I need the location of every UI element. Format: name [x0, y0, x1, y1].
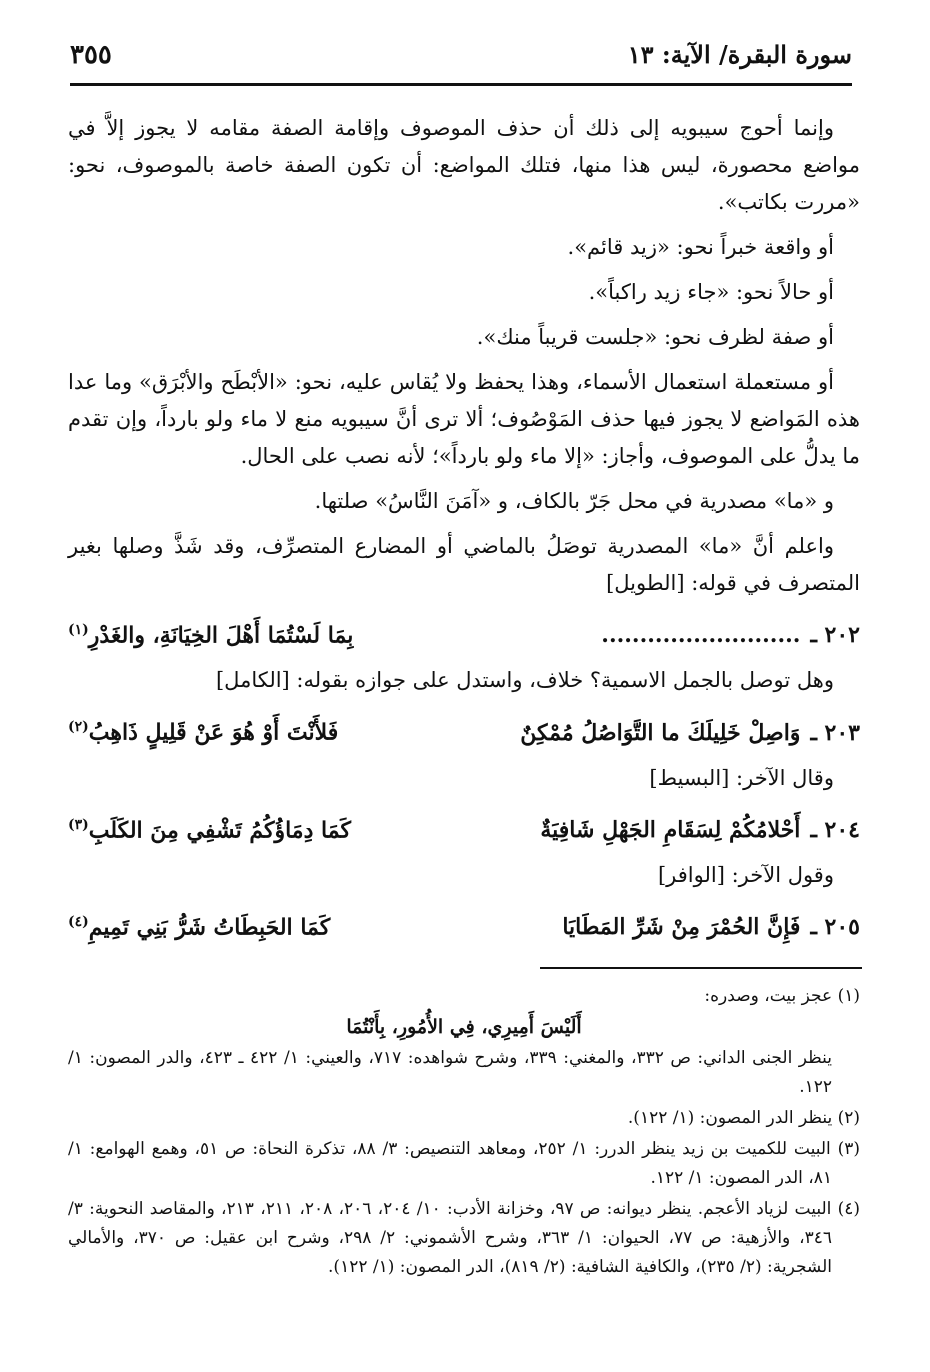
page-header	[70, 40, 852, 86]
footnote-marker: (٤)	[68, 913, 89, 930]
verse-first-hemistich: وَاصِلْ خَلِيلَكَ ما التَّوَاصُلُ مُمْكِنٌ	[520, 719, 801, 746]
verse-first-hemistich: أَحْلامُكُمْ لِسَقَامِ الجَهْلِ شَافِيَةٌ	[540, 816, 801, 843]
paragraph: وقال الآخر: [البسيط]	[649, 765, 834, 790]
verse-second-hemistich: بِمَا لَسْتُمَا أَهْلَ الخِيَانَةِ، والغَدْرِ	[88, 622, 354, 649]
footnote-4: (٤) البيت لزياد الأعجم. ينظر ديوانه: ص ٩٧، وخزانة الأدب: ١٠/ ٢٠٤، ٢٠٦، ٢٠٨، ٢١١، ٢١٣، والمقاصد النحوية: ٣/ ٣٤٦، والأزهية: ص ٧٧، الحيوان: ١/ ٣٦٣، وشرح الأشموني: ٢/ ٢٩٨، وشرح ابن عقيل: ص ٣٧٠، والأمالي الشجرية: (٢/ ٢٣٥)، والكافية الشافية: (٢/ ٨١٩)، الدر المصون: (١/ ١٢٢).	[68, 1199, 861, 1277]
paragraph: وقول الآخر: [الوافر]	[657, 862, 834, 887]
paragraph: واعلم أنَّ «ما» المصدرية توصَلُ بالماضي أو المضارع المتصرِّف، وقد شَذَّ وصلها بغير المتصرف في قوله: [الطويل]	[68, 534, 860, 595]
running-title: سورة البقرة/ الآية: ١٣	[627, 40, 852, 69]
footnote-1-verse: أَلَيْسَ أَمِيرِي، فِي الأُمُورِ، بِأَنْتُمَا	[346, 1016, 582, 1038]
verse-204	[68, 807, 860, 849]
verse-205	[68, 904, 860, 946]
verse-first-hemistich: فَإِنَّ الحُمْرَ مِنْ شَرِّ المَطَايَا	[562, 914, 801, 941]
footnote-rule	[540, 967, 862, 969]
verse-number: ٢٠٣ ـ	[810, 719, 860, 746]
paragraph: و «ما» مصدرية في محل جَرّ بالكاف، و «آمَنَ النَّاسُ» صلتها.	[314, 489, 834, 513]
verse-202	[68, 612, 860, 654]
verse-second-hemistich: فَلأَنْتَ أَوْ هُوَ عَنْ قَلِيلٍ ذَاهِبُ	[88, 719, 339, 746]
paragraph: وهل توصل بالجمل الاسمية؟ خلاف، واستدل على جوازه بقوله: [الكامل]	[215, 668, 834, 693]
paragraph: أو واقعة خبراً نحو: «زيد قائم».	[567, 235, 834, 259]
footnote-marker: (٢)	[68, 719, 89, 736]
paragraph: أو صفة لظرف نحو: «جلست قريباً منك».	[476, 325, 834, 349]
footnote-marker: (١)	[68, 622, 89, 638]
paragraph: وإنما أحوج سيبويه إلى ذلك أن حذف الموصوف وإقامة الصفة مقامه لا يجوز إلاَّ في مواضع محصورة، ليس هذا منها، فتلك المواضع: أن تكون الصفة خاصة بالموصوف، نحو: «مررت بكاتب».	[68, 116, 860, 214]
footnote-3: (٣) البيت للكميت بن زيد ينظر الدرر: ١/ ٢٥٢، ومعاهد التنصيص: ٣/ ٨٨، تذكرة النحاة: ص ٥١، وهمع الهوامع: ١/ ٨١، الدر المصون: ١/ ١٢٢.	[68, 1139, 860, 1188]
verse-203	[68, 709, 860, 751]
footnote-1-intro: (١) عجز بيت، وصدره:	[704, 986, 860, 1006]
footnote-marker: (٣)	[68, 816, 89, 833]
verse-first-hemistich: ..........................	[601, 622, 801, 649]
footnotes	[68, 982, 860, 1284]
verse-number: ٢٠٤ ـ	[810, 816, 860, 843]
verse-second-hemistich: كَمَا دِمَاؤُكُمُ تَشْفِي مِنَ الكَلَبِ	[88, 816, 351, 843]
verse-number: ٢٠٢ ـ	[810, 622, 860, 649]
footnote-1-refs: ينظر الجنى الداني: ص ٣٣٢، والمغني: ٣٣٩، وشرح شواهده: ٧١٧، والعيني: ١/ ٤٢٢ ـ ٤٢٣، والدر المصون: ١/ ١٢٢.	[68, 1048, 832, 1097]
header-rule	[70, 83, 852, 86]
page-number: ٣٥٥	[70, 40, 112, 70]
paragraph: أو حالاً نحو: «جاء زيد راكباً».	[588, 280, 834, 304]
footnote-2: (٢) ينظر الدر المصون: (١/ ١٢٢).	[627, 1108, 860, 1128]
verse-number: ٢٠٥ ـ	[810, 914, 860, 941]
verse-second-hemistich: كَمَا الحَبِطَاتُ شَرُّ بَنِي تَمِيمِ	[88, 914, 331, 941]
main-text	[68, 110, 860, 954]
paragraph: أو مستعملة استعمال الأسماء، وهذا يحفظ ولا يُقاس عليه، نحو: «الأبْطَح والأبْرَق» وما عدا هذه المَواضع لا يجوز فيها حذف المَوْصُوف؛ ألا ترى أنَّ سيبويه منع لا ماء ولو بارداً، وإن تقدم ما يدلُّ على الموصوف، وأجاز: «إلا ماء ولو بارداً»؛ لأنه نصب على الحال.	[68, 370, 860, 468]
